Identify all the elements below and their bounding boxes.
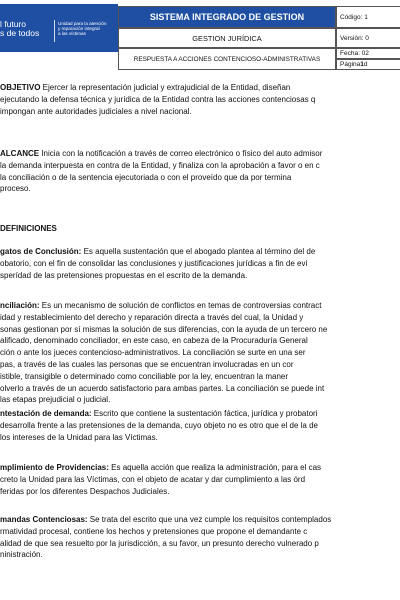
text-line: ción o ante los jueces contencioso-administrativos. La conciliación se surte en una ser (0, 348, 306, 358)
logo-slogan (0, 20, 39, 38)
unit-logo (0, 0, 118, 70)
text-line: alificado, denominado conciliador, en este caso, en cabeza de la Procuraduría General (0, 336, 308, 346)
text-line: Es aquella sustentación que el abogado plantea al término del de (81, 247, 316, 256)
process-name: GESTION JURÍDICA (118, 28, 336, 48)
text-line: la demanda interpuesta en contra de la Entidad, y finaliza con la aprobación a favor o en c (0, 160, 320, 170)
document-body (0, 78, 400, 600)
text-line: Inicia con la notificación a través de correo electrónico o físico del auto admisor (39, 149, 323, 158)
text-line: idad y restablecimiento del derecho y reparación directa a través del cual, la Unidad y (0, 312, 304, 322)
conciliacion-definition (0, 300, 400, 406)
doc-date: Fecha: 02 (336, 48, 400, 59)
text-line: feridas por los diferentes Despachos Judiciales. (0, 486, 170, 496)
text-line: Escrito que contiene la sustentación fáctica, jurídica y probatori (91, 409, 318, 418)
text-line: alidad de que sea resuelto por la jurisdicción, a su favor, un presunto derecho vulnerado p (0, 538, 319, 548)
contestacion-definition (0, 408, 400, 443)
text-line: impongan ante autoridades judiciales a nivel nacional. (0, 106, 192, 116)
conciliacion-label: nciliación: (0, 301, 40, 310)
text-line: Es un mecanismo de solución de conflictos en temas de controversias contract (39, 301, 322, 310)
alcance-label: ALCANCE (0, 149, 40, 158)
logo-slogan-line1: l futuro (0, 19, 26, 29)
text-line: Ejercer la representación judicial y extrajudicial de la Entidad, diseñan (40, 83, 291, 92)
text-line: ninistración. (0, 550, 43, 560)
page-label: Página (340, 61, 361, 68)
alegatos-definition (0, 246, 400, 281)
text-line: proceso. (0, 184, 31, 194)
text-line: creto la Unidad para las Víctimas, con el objeto de acatar y dar cumplimiento a las órd (0, 474, 306, 484)
text-line: ejecutando la defensa técnica y jurídica de la Entidad contra las acciones contenciosas q (0, 94, 316, 104)
procedure-name: RESPUESTA A ACCIONES CONTENCIOSO-ADMINISTRATIVAS (118, 48, 336, 70)
text-line: desarrolla frente a las pretensiones de la demanda, cuyo objeto no es otro que el de la de (0, 420, 318, 430)
doc-version: Versión: 0 (336, 28, 400, 48)
logo-unit-line1: Unidad para la atención (58, 21, 107, 26)
cumplimiento-label: mplimiento de Providencias: (0, 463, 109, 472)
page-number: 1 (360, 61, 364, 68)
text-line: las etapas prejudicial o judicial. (0, 395, 111, 405)
text-line: Se trata del escrito que una vez cumple los requisitos contemplados (87, 515, 332, 524)
doc-page (336, 59, 400, 70)
objetivo-paragraph (0, 82, 400, 117)
text-line: istible, transigible o determinado como conciliable por la ley, encuentran la maner (0, 371, 289, 381)
text-line: rmatividad procesal, contiene los hechos y pretensiones que propone el demandante c (0, 526, 308, 536)
text-line: sperídad de las pretensiones propuestas en el escrito de la demanda. (0, 270, 248, 280)
document-header (0, 0, 400, 70)
alcance-paragraph (0, 148, 400, 195)
objetivo-label: OBJETIVO (0, 83, 41, 92)
text-line: pas, a través de las cuales las personas que se encuentran involucradas en un cor (0, 359, 294, 369)
cumplimiento-definition (0, 462, 400, 497)
demandas-label: mandas Contenciosas: (0, 515, 88, 524)
system-title: SISTEMA INTEGRADO DE GESTION (118, 6, 336, 28)
alegatos-label: gatos de Conclusión: (0, 247, 82, 256)
logo-separator (54, 20, 55, 42)
text-line: los intereses de la Unidad para las Víctimas. (0, 432, 158, 442)
contestacion-label: ntestación de demanda: (0, 409, 92, 418)
text-line: olverlo a través de un acuerdo satisfactorio para ambas partes. La conciliación se puede int (0, 383, 325, 393)
doc-code: Código: 1 (336, 6, 400, 28)
page-suffix: d (363, 61, 368, 68)
text-line: sonas gestionan por sí mismas la solución de sus diferencias, con la ayuda de un tercero ne (0, 324, 328, 334)
logo-unit-line3: a las víctimas (58, 31, 86, 37)
logo-unit-name (58, 21, 107, 37)
definiciones-heading: DEFINICIONES (0, 224, 57, 233)
logo-slogan-line2: s de todos (0, 28, 40, 38)
logo-unit-line2: y reparación integral (58, 26, 100, 32)
text-line: Es aquella acción que realiza la administración, para el cas (108, 463, 322, 472)
text-line: obatorio, con el fin de consolidar las conclusiones y justificaciones jurídicas a fin de evi (0, 258, 308, 268)
text-line: la conciliación o de la sentencia ejecutoriada o con el proveído que da por termina (0, 172, 292, 182)
demandas-definition (0, 514, 400, 561)
